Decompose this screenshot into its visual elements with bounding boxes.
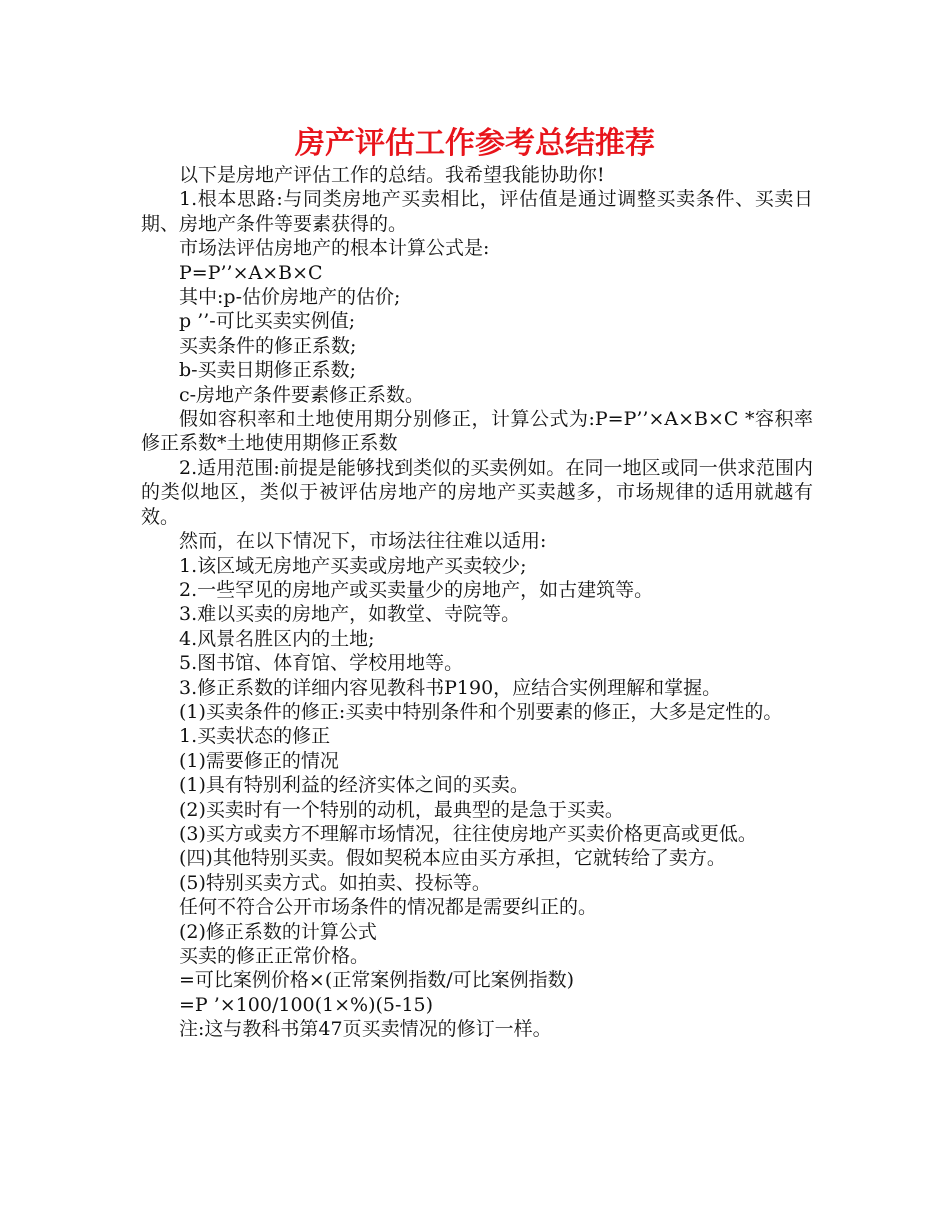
list-item: 1.该区域无房地产买卖或房地产买卖较少;: [179, 554, 527, 577]
list-item: (5)特别买卖方式。如拍卖、投标等。: [179, 871, 491, 894]
paragraph: 买卖的修正正常价格。: [179, 945, 370, 967]
formula: =可比案例价格×(正常案例指数/可比案例指数): [179, 969, 575, 992]
paragraph: 2.适用范围:前提是能够找到类似的买卖例如。在同一地区或同一供求范围内的类似地区，类似于被评估房地产的房地产买卖越多，市场规律的适用就越有效。: [141, 456, 813, 528]
paragraph: (2)修正系数的计算公式: [179, 920, 377, 943]
formula: P=P’’×A×B×C: [179, 261, 323, 284]
list-item: (1)具有特别利益的经济实体之间的买卖。: [179, 774, 529, 797]
list-item: 5.图书馆、体育馆、学校用地等。: [179, 652, 464, 675]
paragraph: (1)需要修正的情况: [179, 749, 339, 772]
list-item: 3.难以买卖的房地产，如教堂、寺院等。: [179, 603, 521, 626]
list-item: 4.风景名胜区内的土地;: [179, 627, 375, 650]
paragraph: (1)买卖条件的修正:买卖中特别条件和个别要素的修正，大多是定性的。: [179, 700, 783, 723]
list-item: (四)其他特别买卖。假如契税本应由买方承担，它就转给了卖方。: [179, 847, 726, 870]
list-item: 2.一些罕见的房地产或买卖量少的房地产，如古建筑等。: [179, 578, 654, 601]
formula: =P ’×100/100(1×%)(5-15): [179, 993, 434, 1016]
paragraph: 1.根本思路:与同类房地产买卖相比，评估值是通过调整买卖条件、买卖日期、房地产条件等要素获得的。: [141, 188, 813, 235]
paragraph: c-房地产条件要素修正系数。: [179, 383, 425, 406]
paragraph: 买卖条件的修正系数;: [179, 334, 357, 357]
paragraph: 其中:p-估价房地产的估价;: [179, 286, 401, 309]
paragraph: p ’’-可比买卖实例值;: [179, 310, 356, 333]
list-item: (2)买卖时有一个特别的动机，最典型的是急于买卖。: [179, 798, 624, 821]
paragraph: 以下是房地产评估工作的总结。我希望我能协助你!: [179, 164, 605, 186]
paragraph: 任何不符合公开市场条件的情况都是需要纠正的。: [179, 896, 598, 919]
document-title: 房产评估工作参考总结推荐: [295, 126, 655, 161]
document-body: [141, 163, 813, 1042]
paragraph: 1.买卖状态的修正: [179, 725, 331, 748]
paragraph: 假如容积率和土地使用期分别修正，计算公式为:P=P’’×A×B×C *容积率修正系数*土地使用期修正系数: [141, 408, 813, 455]
list-item: (3)买方或卖方不理解市场情况，往往使房地产买卖价格更高或更低。: [179, 822, 757, 845]
paragraph: 然而，在以下情况下，市场法往往难以适用:: [179, 530, 547, 553]
paragraph: 3.修正系数的详细内容见教科书P190，应结合实例理解和掌握。: [179, 676, 722, 699]
paragraph: 市场法评估房地产的根本计算公式是:: [179, 237, 490, 260]
paragraph: b-买卖日期修正系数;: [179, 359, 356, 382]
paragraph: 注:这与教科书第47页买卖情况的修订一样。: [179, 1018, 552, 1041]
